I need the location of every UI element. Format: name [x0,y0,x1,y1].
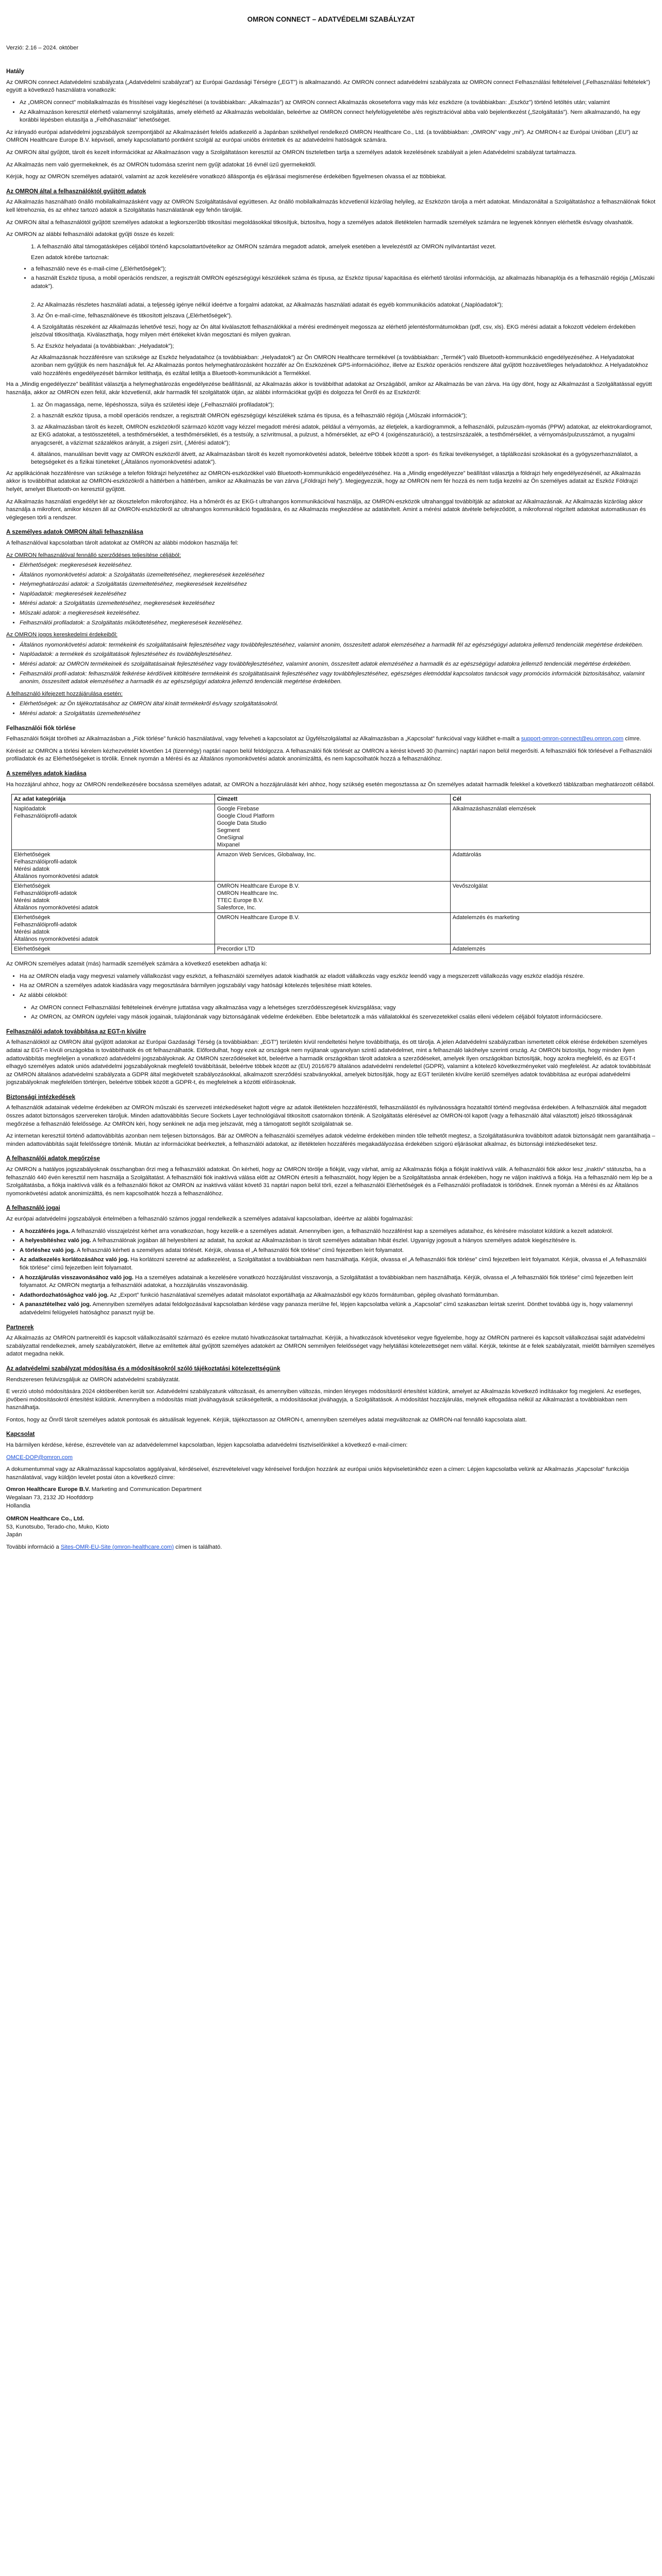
cell-text: OneSignal [217,835,244,841]
paragraph: Az irányadó európai adatvédelmi jogszabályok szempontjából az Alkalmazásért felelős adatkezelő a Japánban székhellyel rendelkező OMRON Healthcare Co., Ltd. (a továbbiakban: „OMRON” vagy „mi”). Az OMRON-t az Európai Unióban („EU”) az OMRON Healthcare Europe B.V. képviseli, amely kapcsolattartó pontként szolgál az európai unióbs érintettek és az adatvédelmi hatóságok számára. [6,129,638,144]
paragraph: Az OMRON által gyűjtött, tárolt és kezelt információkat az Alkalmazáson vagy a Szolgáltatáson keresztül az OMRON tiszteletben tartja a személyes adatok kezelésének szabályait a jelen Adatvédelmi szabályzat tartalmazza. [6,149,577,156]
table-cell [214,882,450,913]
section-heading-retention: A felhasználói adatok megőrzése [6,1155,100,1162]
cell-text: Google Data Studio [217,820,267,827]
list-item: 1. az Ön magassága, neme, lépéshossza, súlya és születési ideje („Felhasználói profiladatok”); [31,401,274,408]
collected-data-list [6,265,656,291]
paragraph: A dokumentummal vagy az Alkalmazással kapcsolatos aggályaival, kérdéseivel, észrevételeivel vagy kéréseivel forduljon hozzánk az európai uniós képviseletünkhöz ezen a címen: Lépjen kapcsolatba velünk az Alkalmazás „Kapcsolat” funkciója használatával, vagy küldjön levelet postai úton a következő címre: [6,1466,629,1481]
paragraph: Rendszeresen felülvizsgáljuk az OMRON adatvédelmi szabályzatát. [6,1376,180,1383]
cell-text: Google Firebase [217,806,259,812]
paragraph: További információ a Sites-OMR-EU-Site (omron-healthcare.com) címen is található. [6,1544,222,1550]
table-cell [450,944,650,954]
paragraph: Az Alkalmazás használati engedélyt kér az ökosztelefon mikrofonjához. Ha a hőmérőt és az EKG-t ultrahangos kommunikációval használja, az OMRON-eszközök ultrahanggal továbbítják az adatokat az Alkalmazásnak. Az Alkalmazás kizárólag akkor használja a mikrofont, amikor készen áll az OMRON-eszközökről az ultrahangos kommunikáció fogadására, és az Alkalmazás megkezdése az adatátvitelt. Amint a mérési adatok átvétele befejeződött, a mikrofonnal rögzített adatokat automatikusan és véglegesen törli a rendszer. [6,498,646,521]
paragraph: Az OMRON által a felhasználótól gyűjtött személyes adatokat a legkorszerűbb titkosítási megoldásokkal titkosítjuk, biztosítva, hogy a személyes adatok illetéktelen harmadik személyek számára ne legyenek könnyen elérhetők és/vagy olvashatók. [6,219,634,226]
subheading: Az OMRON jogos kereskedelmi érdekeiből: [6,632,118,638]
cell-text: Általános nyomonkövetési adatok [14,936,98,943]
paragraph: E verzió utolsó módosítására 2024 októberében került sor. Adatvédelmi szabályzatunk változásait, és amennyiben változás, minden lényeges módosításról értesítést küldünk, amelyet az Alkalmazás következő indításakor fog megjeleni. Az esetleges, jövőbeni módosításokról értesítést küldünk. Amennyiben a módosítás miatt jóváhagyásuk szükségeltetik, a módosításokat jóváhagyja, a Szolgáltatások. A módosítást hozzájárulás, melynek elfogadása nélkül az Alkalmazást a továbbiakban nem használhatja. [6,1388,641,1411]
paragraph: Az európai adatvédelmi jogszabályok értelmében a felhasználó számos joggal rendelkezik a személyes adataival kapcsolatban, ideértve az alábbi fogalmazási: [6,1216,413,1222]
list-item: • A hozzáférés joga. A felhasználó visszajelzést kérhet arra vonatkozóan, hogy kezelik-e a személyes adatait. Amennyiben igen, a felhasználó hozzáférést kap a személyes adataihoz, és kérésére másolatot küldünk a kezelt adatokról. [20,1228,656,1236]
column-header: Cél [450,794,650,804]
section-heading-security: Biztonsági intézkedések [6,1093,76,1100]
paragraph: Az Alkalmazás az OMRON partnereitől és kapcsolt vállalkozásaitól származó és ezekre mutató hivatkozásokat tartalmazhat. Kérjük, a hivatkozások követésekor vegye figyelembe, hogy az OMRON partnerei és kapcsolt vállalkozásai saját adatvédelmi szabályzattal rendelkeznek, amely szabályzatokért, illetve az említettek által gyűjtött személyes adatokért az OMRON semmilyen felelősséget vagy helytállási kötelezettséget nem vállal. Kérjük, tekintse át e felek szabályzatait, mielőtt bármilyen személyes adatot megadna nekik. [6,1335,655,1358]
rights-list [6,1228,656,1317]
list-item: • Az OMRON connect Felhasználási feltételeinek érvényre juttatása vagy alkalmazása vagy a lehetséges szerződésszegések kivizsgálása; vagy [31,1004,656,1012]
table-cell [12,804,215,850]
cell-text: Felhasználóiprofil-adatok [14,922,77,928]
cell-text: Salesforce, Inc. [217,905,256,911]
table-cell [214,850,450,882]
table-cell [214,804,450,850]
contact-address-europe [6,1486,656,1510]
list-item: 2. Az Alkalmazás részletes használati adatai, a teljesség igénye nélkül ideértve a forgalmi adatokat, az Alkalmazás használati adatait és egyéb kommunikációs adatokat („Naplóadatok”); [31,301,503,308]
cell-text: Mérési adatok [14,866,50,873]
cell-text: Precordior LTD [217,946,255,953]
table-row [12,913,651,944]
table-cell [450,804,650,850]
list-item: • Műszaki adatok: a megkeresések kezeléséhez. [20,609,656,618]
cell-text: Mérési adatok [14,929,50,936]
list-item: • Elérhetőségek: megkeresések kezeléséhez. [20,562,656,570]
cell-text: Általános nyomonkövetési adatok [14,873,98,880]
list-item: 3. Az Ön e-mail-címe, felhasználóneve és titkosított jelszava („Elérhetőségek”). [31,313,233,319]
section-heading-partners: Partnerek [6,1324,34,1331]
recipients-table [11,794,651,954]
company-name: Omron Healthcare Europe B.V. [6,1486,90,1493]
list-item: • Általános nyomonkövetési adatok: termékeink és szolgáltatásaink fejlesztéséhez vagy továbbfejlesztéséhez, valamint anonim, összesített adatok elemzéséhez a harmadik fél az egészségügyi adatokra jellemző tendenciák megértése érdekében. [20,641,656,650]
list-item: 4. A Szolgáltatás részeként az Alkalmazás lehetővé teszi, hogy az Ön által kiválasztott felhasználókkal a mérési eredményeit megossza az elérhető jelentésformátumokban (pdf, csv, xls). EKG mérési adatait a fokozott védelem érdekében jelszóval titkosíthatja. Kiválaszthatja, hogy milyen mért értékeket kíván megosztani és milyen gyakran. [31,324,636,338]
paragraph: Ezen adatok körébe tartoznak: [31,255,109,261]
department: Marketing and Communication Department [90,1486,202,1493]
list-item: • A helyesbítéshez való jog. A felhasználónak jogában áll helyesbíteni az adatait, ha azokat az Alkalmazásban is tárolt személyes adataiban hibát észlel. Ugyanígy jogosult a hiányos személyes adatok kiegészítésére is. [20,1237,656,1245]
section-heading-contact: Kapcsolat [6,1431,35,1438]
document-title: OMRON CONNECT – ADATVÉDELMI SZABÁLYZAT [247,15,415,23]
list-item: • Az Alkalmazáson keresztül elérhető valamennyi szolgáltatás, amely elérhető az Alkalmazás weboldalán, beleértve az OMRON connect helyfelügyeletébe a/és regisztrációval abba való bejelentkezést („Szolgáltatás”). Nem alkalmazandó, ha egy korábbi lépésben elutasítja a „Felhőhasználat” lehetőséget. [20,109,656,125]
column-header: Az adat kategóriája [12,794,215,804]
section-heading-transfer-outside-eea: Felhasználói adatok továbbítása az EGT-n kívülre [6,1028,146,1035]
cell-text: Mixpanel [217,842,240,849]
paragraph: Az Alkalmazás nem való gyermekeknek, és az OMRON tudomása szerint nem gyűjt adatokat 16 évnél üzű gyermekektől. [6,161,317,168]
list-item: • A törléshez való jog. A felhasználó kérheti a személyes adatai törlését. Kérjük, olvassa el „A felhasználói fiók törlése” című fejezetben leírt folyamatot. [20,1247,656,1255]
cell-text: Naplóadatok [14,806,46,812]
list-item: • Mérési adatok: az OMRON termékeinek és szolgáltatásainak fejlesztéséhez vagy továbbfejlesztéséhez, valamint anonim, összesített adatok elemzéséhez a harmadik és az egészségügyi adatokra jellemző tendenciák megértése érdekében. [20,660,656,669]
list-item: • Az adatkezelés korlátozásához való jog. Ha korlátozni szeretné az adatkezelést, a Szolgáltatást a továbbiakban nem használhatja. Kérjük, olvassa el „A felhasználói fiók törlése” című fejezetben leírt folyamatot. Kérjük, olvassa el „A felhasználói fiók törlése” című fejezetben leírt folyamatot. [20,1256,656,1272]
cell-text: Adatelemzés [452,946,486,953]
paragraph: Fontos, hogy az Önről tárolt személyes adatok pontosak és aktuálisak legyenek. Kérjük, tájékoztasson az OMRON-t, amennyiben személyes adatai megváltoznak az OMRON-nal fennálló kapcsolata alatt. [6,1416,527,1423]
section-heading-account-deletion: Felhasználói fiók törlése [6,724,76,732]
list-item: • Ha az OMRON eladja vagy megveszi valamely vállalkozást vagy eszközt, a felhasználói személyes adatok kiadhatók az eladott vállalkozás vagy eszköz leendő vagy a megszerzett vállalkozás vagy eszköz eladója részére. [20,973,656,981]
address-line: Hollandia [6,1502,30,1509]
table-cell [12,850,215,882]
list-item: • Helymeghatározási adatok: a Szolgáltatás üzemeltetéséhez, megkeresések kezeléséhez [20,581,656,589]
list-item: • Általános nyomonkövetési adatok: a Szolgáltatás üzemeltetéséhez, megkeresések kezeléséhez [20,571,656,580]
cell-text: OMRON Healthcare Europe B.V. [217,883,300,890]
list-item: • Mérési adatok: a Szolgáltatás üzemeltetéséhez [20,710,656,718]
list-item: • Mérési adatok: a Szolgáltatás üzemeltetéséhez, megkeresések kezeléséhez [20,600,656,608]
contact-address-japan [6,1515,656,1539]
address-line: 53, Kunotsubo, Terado-cho, Muko, Kioto [6,1523,109,1530]
cell-text: Mérési adatok [14,897,50,904]
table-row [12,850,651,882]
list-item: 5. Az Eszköz helyadatai (a továbbiakban: „Helyadatok”); [31,343,174,350]
list-item: • a használt Eszköz típusa, a mobil operációs rendszer, a regisztrált OMRON egészségügyi készülékek száma és típusa, az Eszköz típusa/ kapacitása és elérhető tárolási információja, az alkalmazás hibanaplója és a felhasználó régiója („Műszaki adatok”). [31,275,656,291]
table-cell [12,913,215,944]
list-item: • A hozzájárulás visszavonásához való jog. Ha a személyes adatainak a kezelésére vonatkozó hozzájárulást visszavonja, a Szolgáltatást a továbbiakban nem használhatja. Kérjük, olvassa el „A felhasználói fiók törlése” című fejezetben leírt folyamatot. Az OMRON megtartja a felhasználói adatokat, a hozzájárulás visszavonásáig. [20,1274,656,1290]
paragraph: Ha a „Mindig engedélyezze” beállítást választja a helymeghatározás engedélyezése beállításnál, az Alkalmazás akkor is továbbíthat adatokat az Országából, amikor az Alkalmazás be van zárva. Ha úgy dönt, hogy az Alkalmazást a Szolgáltatással együtt használja, akkor az OMRON ezen felül, akár közvetlenül, akár harmadik fél szolgáltatók útján, az alábbi információkat gyűjti és dolgozza fel Önről és az Eszközről: [6,381,652,396]
cell-text: OMRON Healthcare Europe B.V. [217,914,300,921]
paragraph: Az applikációnak hozzáférésre van szüksége a telefon földrajzi helyzetéhez az OMRON-eszközökkel való Bluetooth-kommunikáció engedélyezéséhez. Ha a „Mindig engedélyezze” beállítást választja a földrajzi hely engedélyezésénél, az Alkalmazás akkor is továbbíthat adatokat az OMRON-eszközökről a háttérben a háttérben, amikor az Alkalmazás be van zárva („Földrajzi hely”). Megjegyezzük, hogy az OMRON nem fér hozzá és nem tudja kezelni az Ön személyes adatait az Eszköz Földrajzi helyét, amelyet Bluetooth-on keresztül gyűjtött. [6,470,641,493]
paragraph: Az internetan keresztül történő adattovábbítás azonban nem teljesen biztonságos. Bár az OMRON a felhasználói személyes adatok védelme érdekében minden tőle telhetőt megtesz, a Szolgáltatásunkra továbbított adatok biztonságát nem garantálhatja – minden adattovábbítás saját felelősségre történik. Miután az információkat beérkeztek, a felhasználói adatokat, az illetéktelen hozzáférés megakadályozása érdekében szigorú eljárásokat alkalmaz, és biztonsági intézkedéseket tesz. [6,1133,655,1147]
table-header-row [12,794,651,804]
cell-text: OMRON Healthcare Inc. [217,890,279,897]
cell-text: Elérhetőségek [14,852,51,858]
cell-text: Elérhetőségek [14,914,51,921]
list-item: • Az OMRON, az OMRON ügyfelei vagy mások jogainak, tulajdonának vagy biztonságának védelme érdekében. Ebbe beletartozik a más vállalatokkal és szervezetekkel csalás elleni védelem céljából folytatott információcsere. [31,1013,656,1022]
paragraph: Az Alkalmazás használható önálló mobilalkalmazásként vagy az OMRON Szolgáltatásával együttesen. Az önálló mobilalkalmazás közvetlenül kizárólag helyileg, az Eszközön tárolja a mért adatokat. Mindazonáltal a Szolgáltatáshoz a felhasználónak fiókot kell létrehoznia, és az ehhez tartozó adatok a Szolgáltatás használatának egy fehőn tárolják. [6,199,656,213]
list-item: • Elérhetőségek: az Ön tájékoztatásához az OMRON által kínált termékekről és/vagy szolgáltatásokról. [20,700,656,708]
table-cell [12,944,215,954]
cell-text: Segment [217,827,240,834]
section-heading-collected-data: Az OMRON által a felhasználóktól gyűjtött adatok [6,188,146,195]
subheading: Az OMRON felhasználóval fennálló szerződéses teljesítése céljából: [6,552,181,558]
paragraph: A felhasználóktól az OMRON által gyűjtött adatokat az Európai Gazdasági Térség (a továbbiakban: „EGT”) területén kívül rendeltetési helyre továbbíthatja, és ott tárolja. A jelen Adatvédelmi szabályzatban ismertetett célok elérése érdekében személyes adatai az EGT-n kívüli országokba is továbbíthatók és ott felhasználhatók. Előfordulhat, hogy ezek az országok nem nyújtanak ugyanolyan szintű adatvédelmet, mint a felhasználó lakóhelye szerinti ország. Az OMRON biztosítja, hogy minden ilyen adattovábbítás megfeleljen a vonatkozó adatvédelmi jogszabályoknak. Az OMRON szerződéseket köt, beleértve a harmadik országokban tárolt adatokra a szerződéseket, amelyek Ilyen országokban biztosítják, hogy azokra megfelelő, és az EGT-t elhagyó személyes adatok uniós adatvédelmi jogszabályoknak megfelelő továbbítását, beleértve többek között az (EU) 2016/679 általános adatvédelmi rendelettel (GDPR), valamint a kötelező következményeket való megfelelést. Az adatok továbbítását az OMRON általános adatvédelmi szabályzata a GDPR által megkövetelt szabályozásokkal, alkalmazott szerződési szabványokkal, amelyek biztosítják, hogy az EGT területén kívülre kerülő személyes adatok továbbítása az európai adatvédelmi jogszabályoknak megfelelően történjen, beleértve többek között a GDPR-t, és megfelelnek a közötti előírásoknak. [6,1039,651,1086]
cell-text: TTEC Europe B.V. [217,897,263,904]
table-row [12,882,651,913]
paragraph: Az OMRON az alábbi felhasználói adatokat gyűjti össze és kezeli: [6,231,175,238]
cell-text: Alkalmazáshasználati elemzések [452,806,536,812]
dpo-email-link[interactable]: OMCE-DOP@omron.com [6,1454,73,1461]
list-item: • Az alábbi célokból: [20,992,656,1000]
cell-text: Elérhetőségek [14,946,51,953]
paragraph: Az OMRON személyes adatait (más) harmadik személyek számára a következő esetekben adhatja ki: [6,961,268,968]
table-row [12,804,651,850]
address-line: Wegalaan 73, 2132 JD Hoofddorp [6,1495,93,1501]
scope-list [6,99,656,125]
list-item: 1. A felhasználó által támogatásképes céljából történő kapcsolattartóvételkor az OMRON számára megadott adatok, amelyek esetében a levelezéstől az OMRON nyilvántartást vezet. [31,243,496,250]
paragraph: Ha hozzájárul ahhoz, hogy az OMRON rendelkezésére bocsássa személyes adatait, az OMRON a hozzájárulását kéri ahhoz, hogy szükség esetén megosztassa az Ön személyes adatait harmadik felekkel a következő táblázatban meghatározott céllából. [6,781,655,788]
list-item: • a felhasználó neve és e-mail-címe („Elérhetőségek”); [31,265,656,274]
list-item: • Naplóadatok: megkeresések kezeléséhez [20,590,656,599]
table-cell [450,882,650,913]
paragraph: Az OMRON a hatályos jogszabályoknak összhangban őrzi meg a felhasználói adatokat. Ön kérheti, hogy az OMRON törölje a fiókját, vagy várhat, amíg az Alkalmazás fiókja a fiókját inaktívvá válik. A felhasználói fiók akkor lesz „inaktív” státuszba, ha a felhasználó 440 évén keresztül nem használja a Szolgáltatást. A felhasználói fiók inaktívvá válása előtt az OMRON értesíti a felhasználót, hogy lépjen be a Szolgáltatásba annak érdekében, hogy ne váljon inaktívvá a fiókja. Ha a felhasználó nem lép be a Szolgáltatásba, a fiókja inaktívvá válik és a felhasználói fiókot az OMRON az inaktívvá válást követő 31 naptári napon belül törli, ezzel a felhasználói Elérhetőségek és a Felhasználói profiladatok is törlődnek. Ennek nyomán a Mérési és az Általános nyomonkövetési adatok anonimizálttá, és nem kapcsolhatók hozzá a felhasználóhoz. [6,1166,653,1197]
paragraph: Kérését az OMRON a törlési kérelem kézhezvételét követően 14 (tizennégy) naptári napon belül feldolgozza. A felhasználói fiók törlését az OMRON a kérést követő 30 (harminc) naptári napon belül megerősíti. A felhasználói fiók törlésével a Felhasználói profiladatok és az Elérhetőségeket is törölik. Ennek nyomán a Mérési és az Általános nyomonkövetési adatok anonimizálttá, és nem kapcsolhatók hozzá a felhasználóhoz. [6,748,652,762]
list-item: • Naplóadatok: a termékek és szolgáltatások fejlesztéséhez és továbbfejlesztéséhez. [20,651,656,659]
list-item: • A panasztételhez való jog. Amennyiben személyes adatai feldolgozásával kapcsolatban kérdése vagy panasza merülne fel, lépjen kapcsolatba velünk a „Kapcsolat” című szakaszban leírtak szerint. Dönthet továbbá úgy is, hogy valamennyi adatvédelmi felügyeleti hatósághoz panaszt nyújt be. [20,1301,656,1317]
table-cell [214,913,450,944]
cell-text: Google Cloud Platform [217,813,275,820]
cell-text: Felhasználóiprofil-adatok [14,890,77,897]
list-item: • Ha az OMRON a személyes adatok kiadására vagy megosztására bármilyen jogszabályi vagy hatósági kötelezés teljesítése miatt köteles. [20,982,656,990]
list-item: • Felhasználói profil-adatok: felhasználók felkérése kérdőívek kitöltésére termékeink és szolgáltatásaink fejlesztéséhez vagy továbbfejlesztéséhez, egészséges életmóddal kapcsolatos tanácsok vagy promóciós információk biztosításához, valamint anonim, összesített adatok elemzéséhez a harmadik és az egészségügyi adatokra jellemző tendenciák megértése érdekében. [20,670,656,686]
section-heading-user-rights: A felhasználó jogai [6,1205,60,1212]
cell-text: Felhasználóiprofil-adatok [14,859,77,866]
usage-consent-list [6,700,656,718]
list-item: 4. általános, manuálisan bevitt vagy az OMRON eszközről átvett, az Alkalmazásban tárolt és kezelt nyomonkövetési adatok, beleértve többek között a sport- és fizikai tevékenységet, a táplálkozási szokásokat és a gyógyszerhasználatot, a betegségeket és a fizikai tüneteket („Általános nyomonkövetési adatok”). [31,451,638,466]
paragraph [6,1454,656,1462]
cell-text: Adattárolás [452,852,482,858]
paragraph: Az OMRON connect Adatvédelmi szabályzata („Adatvédelmi szabályzat”) az Európai Gazdasági Térségre („EGT”) is alkalmazandó. Az OMRON connect adatvédelmi szabályzata az OMRON connect Felhasználási feltételeivel („Felhasználási feltételek”) együtt a következő használatra vonatkozik: [6,79,650,94]
table-row [12,944,651,954]
list-item: 2. a használt eszköz típusa, a mobil operációs rendszer, a regisztrált OMRON egészségügyi készülékek száma és típusa, és a felhasználó régiója („Műszaki információk”); [31,413,467,419]
cell-text: Adatelemzés és marketing [452,914,520,921]
list-item: 3. az Alkalmazásban tárolt és kezelt, OMRON eszközökről származó között vagy kézzel megadott mérési adatok, például a vérnyomás, az életjelek, a kardiogrammok, a felhasználói, pulzuszám-nyomás (PPW) adatokat, az elektrokardiogramot, az EKG adatokat, a testösszetételi, a testhőmérséklet, a testhőmérsékleti, és a testsúly, a szívritmusal, a pulzust, a hőmérséklet, az ePO 4 (oxigénszaturáció), a testzsírszázalék, a testhőmérséklet, a vérnyomás/pulzusszámot, a nyugalmi anyagcserét, a vázizmat százalékos arányát, a zsigeri zsírt, („Mérési adatok”); [31,423,653,446]
cell-text: Amazon Web Services, Globalway, Inc. [217,852,316,858]
list-item: • Adathordozhatósághoz való jog. Az „Export” funkció használatával személyes adatait másolatot exportálhatja az Alkalmazásból egy közös formátumban, gépileg olvasható formátumban. [20,1292,656,1300]
table-cell [214,944,450,954]
disclosure-sublist [6,1004,656,1022]
cell-text: Általános nyomonkövetési adatok [14,905,98,911]
paragraph: A felhasználóval kapcsolatban tárolt adatokat az OMRON az alábbi módokon használja fel: [6,539,239,546]
section-heading-data-usage: A személyes adatok OMRON általi felhasználása [6,529,143,536]
cell-text: Elérhetőségek [14,883,51,890]
subheading: A felhasználó kifejezett hozzájárulása esetén: [6,690,123,697]
document-version: Verzió: 2.16 – 2024. október [6,44,78,51]
usage-contract-list [6,562,656,627]
omron-site-link[interactable]: Sites-OMR-EU-Site (omron-healthcare.com) [60,1544,174,1550]
paragraph: Felhasználói fiókját törölheti az Alkalmazásban a „Fiók törlése” funkció használatával, vagy felveheti a kapcsolatot az Ügyfélszolgálattal az Alkalmazásban a „Kapcsolat” funkcióval vagy küldhet e-mailt a support-omron-connect@eu.omron.com címre. [6,736,641,742]
column-header: Címzett [214,794,450,804]
disclosure-list [6,973,656,1000]
privacy-policy-document [6,0,656,1561]
section-heading-data-disclosure: A személyes adatok kiadása [6,770,87,777]
paragraph: Kérjük, hogy az OMRON személyes adatairól, valamint az azok kezelésére vonatkozó álláspontja és eljárásai megismerése érdekében figyelmesen olvassa el az ttöbbiekat. [6,174,446,180]
section-heading-scope: Hatály [6,68,24,75]
support-email-link[interactable]: support-omron-connect@eu.omron.com [521,736,624,742]
cell-text: Felhasználóiprofil-adatok [14,813,77,820]
list-item: • Az „OMRON connect” mobilalkalmazás és frissítései vagy kiegészítései (a továbbiakban: „Alkalmazás”) az OMRON connect Alkalmazás okoseteforra vagy más kéz eszközre (a továbbiakban: „Eszköz”) történő letöltés után; valamint [20,99,656,107]
address-line: Japán [6,1532,22,1538]
paragraph: Ha bármilyen kérdése, kérése, észrevétele van az adatvédelemmel kapcsolatban, lépjen kapcsolatba adatvédelmi tisztviselőinkkel a következő e-mail-címen: [6,1442,408,1449]
paragraph: A felhasználók adatainak védelme érdekében az OMRON műszaki és szervezeti intézkedéseket hajtott végre az adatok illetéktelen hozzáféréstől, felhasználástól és nyilvánosságra hozataltól történő megóvása érdekében. A felhasználók által megadott összes adatot biztonságos szervereken tároljuk. Minden adattovábbítás Secure Sockets Layer technológiával titkosított csatornákon történik. A Szolgáltatás elérésével az OMRON-tól kapott (vagy a felhasználó által választott) jelszó titkosságának megőrzése a felhasználó felelőssége. Az OMRON kéri, hogy senkinek ne adja meg jelszavát, még a támogatott segítőt szolgálatnak se. [6,1105,647,1127]
cell-text: Vevőszolgálat [452,883,488,890]
table-cell [450,913,650,944]
list-item: • Felhasználói profiladatok: a Szolgáltatás működtetéséhez, megkeresések kezeléséhez. [20,619,656,628]
table-cell [450,850,650,882]
company-name: OMRON Healthcare Co., Ltd. [6,1516,85,1522]
section-heading-policy-changes: Az adatvédelmi szabályzat módosítása és a módosításokról szóló tájékoztatási kötelezettségünk [6,1365,280,1372]
table-cell [12,882,215,913]
paragraph: Az Alkalmazásnak hozzáférésre van szüksége az Eszköz helyadataihoz (a továbbiakban: „Helyadatok”) az Ön OMRON Healthcare termékével (a továbbiakban: „Termék”) való Bluetooth-kommunikáció engedélyezéséhez. A Helyadatokat azonban nem gyűjtjük és nem használjuk fel. Az Alkalmazás pontos helymeghatározásként hozzáfér az Ön Eszközének GPS-információihoz, illetve az Eszköz operációs rendszere által gyűjtött hozzávetőleges helyadatokhoz. A Helyadatokhoz való hozzáférés engedélyezését bármikor letilthatja, és ezáltal letiltja a Bluetooth-kommunikációt a Termékkel. [31,354,649,377]
usage-interest-list [6,641,656,686]
